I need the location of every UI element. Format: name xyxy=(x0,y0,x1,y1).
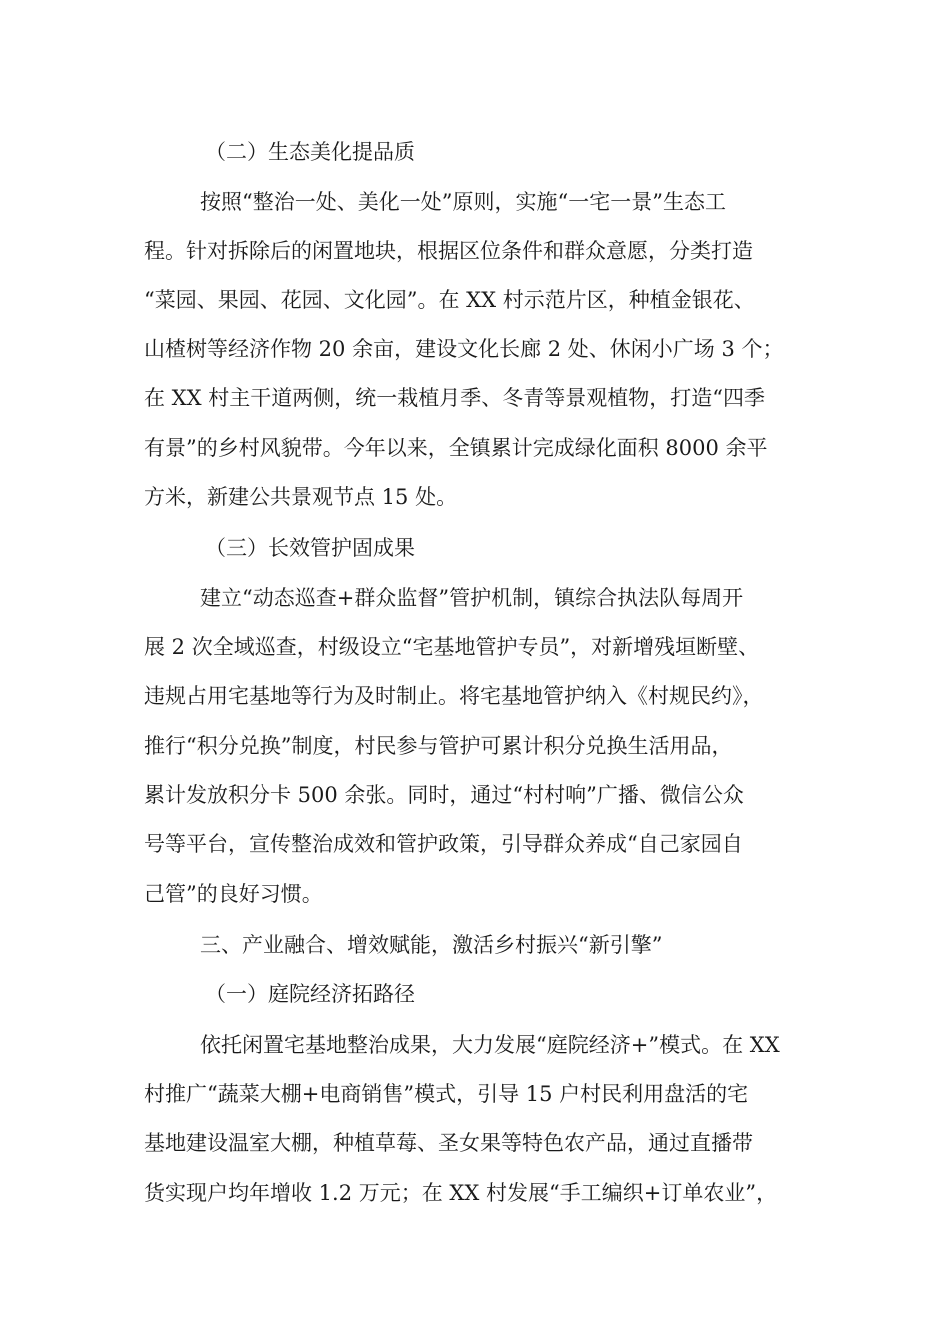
section-heading-ecological-beautification: （二）生态美化提品质 xyxy=(205,140,415,164)
paragraph-line: 山楂树等经济作物 20 余亩，建设文化长廊 2 处、休闲小广场 3 个； xyxy=(144,337,784,361)
paragraph-line: 己管”的良好习惯。 xyxy=(144,882,323,906)
paragraph-line: 建立“动态巡查+群众监督”管护机制，镇综合执法队每周开 xyxy=(200,586,744,610)
paragraph-line: 村推广“蔬菜大棚+电商销售”模式，引导 15 户村民利用盘活的宅 xyxy=(144,1082,749,1106)
paragraph-line: 程。针对拆除后的闲置地块，根据区位条件和群众意愿，分类打造 xyxy=(144,239,753,263)
paragraph-line: 货实现户均年增收 1.2 万元；在 XX 村发展“手工编织+订单农业”， xyxy=(144,1181,778,1205)
paragraph-line: 违规占用宅基地等行为及时制止。将宅基地管护纳入《村规民约》， xyxy=(144,684,764,708)
paragraph-line: 号等平台，宣传整治成效和管护政策，引导群众养成“自己家园自 xyxy=(144,832,743,856)
paragraph-line: 依托闲置宅基地整治成果，大力发展“庭院经济+”模式。在 XX xyxy=(200,1033,780,1057)
paragraph-line: 按照“整治一处、美化一处”原则，实施“一宅一景”生态工 xyxy=(200,190,726,214)
paragraph-line: 有景”的乡村风貌带。今年以来，全镇累计完成绿化面积 8000 余平 xyxy=(144,436,768,460)
paragraph-line: 在 XX 村主干道两侧，统一栽植月季、冬青等景观植物，打造“四季 xyxy=(144,386,765,410)
paragraph-line: 累计发放积分卡 500 余张。同时，通过“村村响”广播、微信公众 xyxy=(144,783,744,807)
section-heading-long-term-management: （三）长效管护固成果 xyxy=(205,536,415,560)
paragraph-line: 展 2 次全域巡查，村级设立“宅基地管护专员”，对新增残垣断壁、 xyxy=(144,635,760,659)
paragraph-line: 基地建设温室大棚，种植草莓、圣女果等特色农产品，通过直播带 xyxy=(144,1131,753,1155)
chapter-heading-industry-integration: 三、产业融合、增效赋能，激活乡村振兴“新引擎” xyxy=(200,933,663,957)
paragraph-line: “菜园、果园、花园、文化园”。在 XX 村示范片区，种植金银花、 xyxy=(144,288,755,312)
paragraph-line: 方米，新建公共景观节点 15 处。 xyxy=(144,485,458,509)
paragraph-line: 推行“积分兑换”制度，村民参与管护可累计积分兑换生活用品， xyxy=(144,734,733,758)
section-heading-courtyard-economy: （一）庭院经济拓路径 xyxy=(205,982,415,1006)
